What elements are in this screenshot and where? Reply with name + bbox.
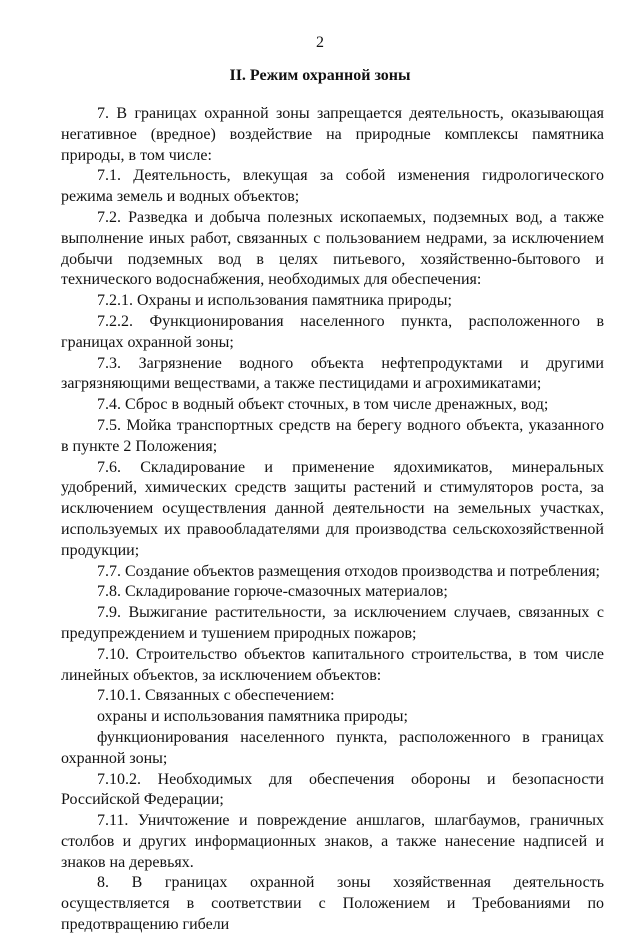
section-title: II. Режим охранной зоны xyxy=(229,67,411,84)
paragraph-7-1: 7.1. Деятельность, влекущая за собой изменения гидрологического режима земель и водных объектов; xyxy=(61,167,604,206)
paragraph-7-2-2: 7.2.2. Функционирования населенного пункта, расположенного в границах охранной зоны; xyxy=(61,312,604,351)
paragraph-7-6: 7.6. Складирование и применение ядохимикатов, минеральных удобрений, химических средств защиты растений и стимуляторов роста, за исключением осуществления данной деятельности на земельных участках, используемых их правообладателями для производства сельскохозяйственной продукции; xyxy=(61,458,604,559)
paragraph-7-7: 7.7. Создание объектов размещения отходов производства и потребления; xyxy=(97,562,600,580)
paragraph-7-3: 7.3. Загрязнение водного объекта нефтепродуктами и другими загрязняющими веществами, а также пестицидами и агрохимикатами; xyxy=(61,354,604,393)
paragraph-7-11: 7.11. Уничтожение и повреждение аншлагов, шлагбаумов, граничных столбов и других информационных знаков, а также нанесение надписей и знаков на деревьях. xyxy=(61,812,604,871)
paragraph-7-9: 7.9. Выжигание растительности, за исключением случаев, связанных с предупреждением и тушением природных пожаров; xyxy=(61,604,604,642)
paragraph-7-10: 7.10. Строительство объектов капитального строительства, в том числе линейных объектов, за исключением объектов: xyxy=(61,645,604,684)
paragraph-8: 8. В границах охранной зоны хозяйственная деятельность осуществляется в соответствии с Положением и Требованиями по предотвращению гибели xyxy=(61,874,604,934)
paragraph-7-10-1-b: функционирования населенного пункта, расположенного в границах охранной зоны; xyxy=(61,728,604,767)
paragraph-7-5: 7.5. Мойка транспортных средств на берегу водного объекта, указанного в пункте 2 Положения; xyxy=(61,416,604,455)
paragraph-7-10-1: 7.10.1. Связанных с обеспечением: xyxy=(97,687,335,705)
paragraph-7-2-1: 7.2.1. Охраны и использования памятника природы; xyxy=(97,292,452,310)
paragraph-7-2: 7.2. Разведка и добыча полезных ископаемых, подземных вод, а также выполнение иных работ, связанных с пользованием недрами, за исключением добычи подземных вод в целях питьевого, хозяйственно-бытового и технического водоснабжения, необходимых для обеспечения: xyxy=(61,208,604,289)
paragraph-7-10-2: 7.10.2. Необходимых для обеспечения обороны и безопасности Российской Федерации; xyxy=(61,770,604,809)
paragraph-7: 7. В границах охранной зоны запрещается деятельность, оказывающая негативное (вредное) воздействие на природные комплексы памятника природы, в том числе: xyxy=(61,105,604,164)
paragraph-7-8: 7.8. Складирование горюче-смазочных материалов; xyxy=(97,583,448,601)
body-text xyxy=(61,104,604,936)
paragraph-7-4: 7.4. Сброс в водный объект сточных, в том числе дренажных, вод; xyxy=(97,396,549,414)
paragraph-7-10-1-a: охраны и использования памятника природы; xyxy=(97,708,408,726)
page-number: 2 xyxy=(316,34,324,51)
